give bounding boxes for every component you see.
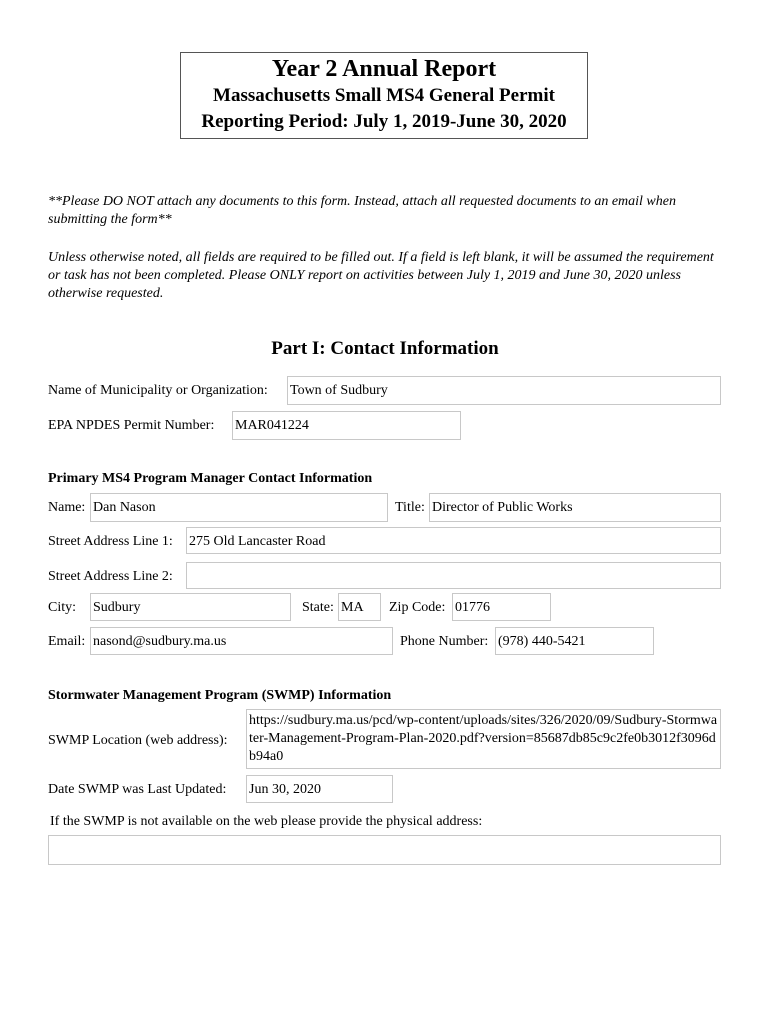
report-title: Year 2 Annual Report <box>271 56 497 82</box>
municipality-field[interactable]: Town of Sudbury <box>287 376 721 405</box>
swmp-physical-label: If the SWMP is not available on the web please provide the physical address: <box>50 814 483 829</box>
street2-label: Street Address Line 2: <box>48 569 173 584</box>
swmp-location-label: SWMP Location (web address): <box>48 733 228 748</box>
title-field[interactable]: Director of Public Works <box>429 493 721 522</box>
city-label: City: <box>48 600 77 615</box>
phone-field[interactable]: (978) 440-5421 <box>495 627 654 655</box>
permit-number-field[interactable]: MAR041224 <box>232 411 461 440</box>
email-label: Email: <box>48 634 86 649</box>
city-field[interactable]: Sudbury <box>90 593 291 621</box>
zip-field[interactable]: 01776 <box>452 593 551 621</box>
state-label: State: <box>302 600 334 615</box>
contact-heading: Primary MS4 Program Manager Contact Information <box>48 471 373 486</box>
attachment-note: **Please DO NOT attach any documents to this form. Instead, attach all requested documents to an email when submitting the form** <box>48 194 676 227</box>
street1-label: Street Address Line 1: <box>48 534 173 549</box>
phone-label: Phone Number: <box>400 634 489 649</box>
street2-field[interactable] <box>186 562 721 589</box>
municipality-label: Name of Municipality or Organization: <box>48 383 268 398</box>
report-title-box <box>180 52 588 139</box>
title-label: Title: <box>395 500 425 515</box>
part1-heading: Part I: Contact Information <box>271 338 499 359</box>
email-field[interactable]: nasond@sudbury.ma.us <box>90 627 393 655</box>
permit-number-label: EPA NPDES Permit Number: <box>48 418 215 433</box>
reporting-period: Reporting Period: July 1, 2019-June 30, 2020 <box>201 111 567 132</box>
report-subtitle: Massachusetts Small MS4 General Permit <box>213 85 555 106</box>
swmp-location-field[interactable]: https://sudbury.ma.us/pcd/wp-content/uploads/sites/326/2020/09/Sudbury-Stormwater-Management-Program-Plan-2020.pdf?version=85687db85c9c2fe0b3012f3096db94a0 <box>246 709 721 769</box>
swmp-updated-field[interactable]: Jun 30, 2020 <box>246 775 393 803</box>
swmp-heading: Stormwater Management Program (SWMP) Information <box>48 688 392 703</box>
state-field[interactable]: MA <box>338 593 381 621</box>
name-label: Name: <box>48 500 86 515</box>
name-field[interactable]: Dan Nason <box>90 493 388 522</box>
zip-label: Zip Code: <box>389 600 446 615</box>
swmp-physical-field[interactable] <box>48 835 721 865</box>
street1-field[interactable]: 275 Old Lancaster Road <box>186 527 721 554</box>
swmp-updated-label: Date SWMP was Last Updated: <box>48 782 227 797</box>
required-fields-note: Unless otherwise noted, all fields are required to be filled out. If a field is left blank, it will be assumed the requirement or task has not been completed. Please ONLY report on activities between July 1, 2019 and June 30, 2020 unless otherwise requested. <box>48 250 714 301</box>
